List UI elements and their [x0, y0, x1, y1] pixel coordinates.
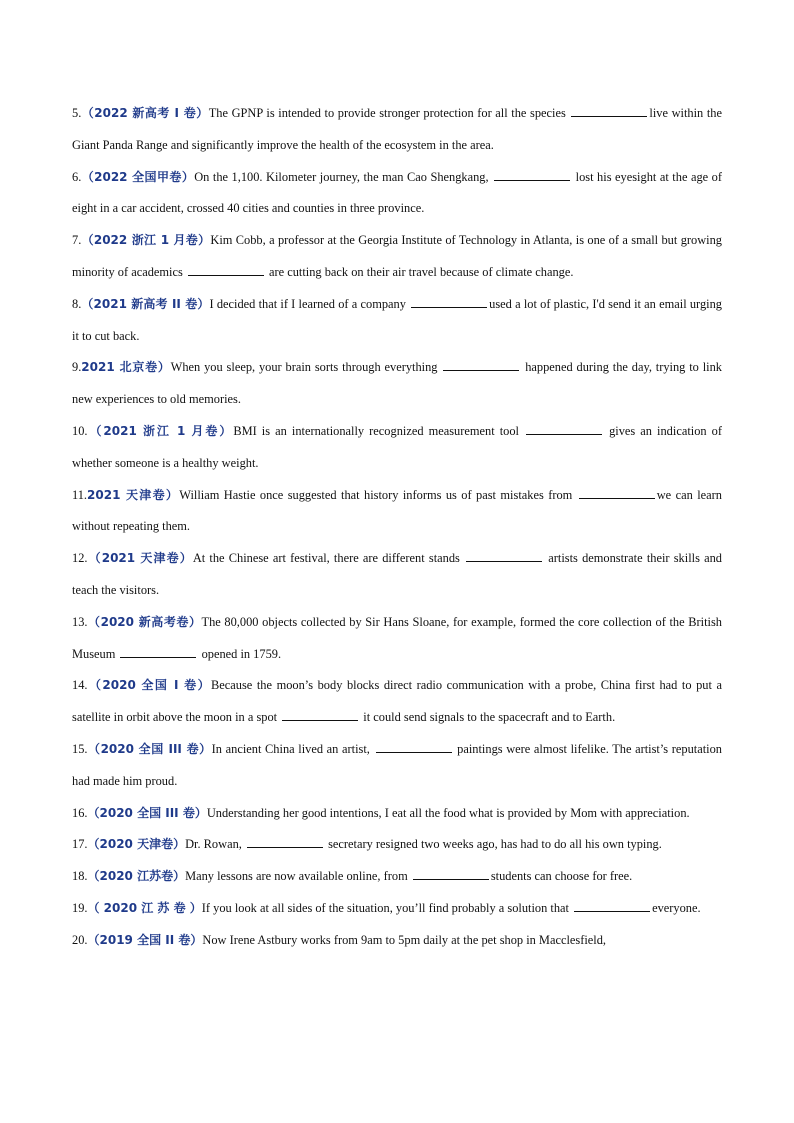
question-text-after: gives an indication of whether someone is a healthy weight. — [72, 423, 722, 470]
question-number: 20. — [72, 932, 88, 947]
question-item — [72, 925, 722, 957]
question-text-after: students can choose for free. — [490, 869, 633, 884]
question-text-before: Kim Cobb, a professor at the Georgia Institute of Technology in Atlanta, is one of a small but growing minority of academics — [72, 233, 722, 279]
question-item — [72, 480, 722, 544]
question-text-after: paintings were almost lifelike. The artist’s reputation had made him proud. — [72, 741, 723, 788]
question-source: （2021 浙江 1 月卷） — [87, 423, 234, 438]
question-source: 2021 北京卷） — [81, 360, 171, 375]
answer-blank[interactable] — [413, 867, 489, 880]
question-item — [72, 607, 722, 671]
answer-blank[interactable] — [443, 358, 519, 371]
answer-blank[interactable] — [526, 422, 602, 435]
question-source: （2019 全国 II 卷） — [87, 932, 203, 947]
answer-blank[interactable] — [571, 104, 647, 117]
question-text-before: At the Chinese art festival, there are different stands — [192, 551, 465, 566]
question-item — [72, 162, 722, 226]
question-number: 19. — [72, 900, 88, 915]
answer-blank[interactable] — [188, 263, 264, 276]
question-item — [72, 416, 722, 480]
question-number: 8. — [72, 296, 82, 311]
question-number: 15. — [72, 741, 88, 756]
question-number: 10. — [72, 423, 88, 438]
question-number: 18. — [72, 869, 88, 884]
question-text-after: artists demonstrate their skills and teach the visitors. — [72, 551, 723, 597]
answer-blank[interactable] — [574, 899, 650, 912]
question-text-before: The GPNP is intended to provide stronger protection for all the species — [208, 106, 570, 120]
question-item — [72, 225, 722, 289]
question-text-before: On the 1,100. Kilometer journey, the man Cao Shengkang, — [194, 169, 493, 184]
question-text-before: When you sleep, your brain sorts through everything — [170, 360, 442, 375]
question-item — [72, 829, 722, 861]
question-item — [72, 543, 722, 607]
answer-blank[interactable] — [466, 549, 542, 562]
question-text-after: we can learn without repeating them. — [72, 487, 722, 534]
question-text-after: lost his eyesight at the age of eight in a car accident, crossed 40 cities and counties in three province. — [72, 169, 722, 216]
question-source: （2022 新高考 I 卷） — [81, 106, 209, 120]
answer-blank[interactable] — [282, 708, 358, 721]
question-list — [72, 98, 722, 957]
question-text-before: Many lessons are now available online, from — [185, 869, 411, 884]
question-item — [72, 289, 722, 353]
question-text-after: opened in 1759. — [198, 646, 282, 661]
question-text-after: it could send signals to the spacecraft and to Earth. — [360, 710, 616, 725]
question-number: 14. — [72, 678, 88, 693]
question-source: （2020 天津卷） — [87, 837, 186, 852]
question-source: （2020 全国 III 卷） — [87, 741, 212, 756]
answer-blank[interactable] — [376, 740, 452, 753]
question-text-before: Because the moon’s body blocks direct radio communication with a probe, China first had to put a satellite in orbit above the moon in a spot — [72, 678, 722, 725]
question-text-before: If you look at all sides of the situation, you’ll find probably a solution that — [201, 900, 573, 915]
question-source: （2020 全国 III 卷） — [87, 805, 207, 820]
question-text-after: secretary resigned two weeks ago, has had to do all his own typing. — [324, 837, 662, 852]
question-source: （2020 江苏卷） — [87, 869, 186, 884]
question-number: 6. — [72, 169, 82, 184]
question-text-after: happened during the day, trying to link new experiences to old memories. — [72, 360, 723, 407]
question-item — [72, 861, 722, 893]
question-text-before: Now Irene Astbury works from 9am to 5pm daily at the pet shop in Macclesfield, — [202, 932, 607, 947]
question-item — [72, 734, 722, 798]
question-item — [72, 670, 722, 734]
question-number: 11. — [72, 487, 88, 502]
question-source: （2021 天津卷） — [87, 551, 193, 566]
question-source: （2020 全国 I 卷） — [87, 678, 212, 693]
question-text-before: I decided that if I learned of a company — [209, 296, 410, 311]
question-source: （2020 新高考卷） — [87, 614, 202, 629]
question-source: 2021 天津卷） — [87, 487, 180, 502]
answer-blank[interactable] — [579, 486, 655, 499]
answer-blank[interactable] — [120, 645, 196, 658]
question-number: 17. — [72, 837, 88, 852]
question-number: 16. — [72, 805, 88, 820]
question-text-before: The 80,000 objects collected by Sir Hans Sloane, for example, formed the core collection of the British Museum — [72, 614, 722, 661]
question-text-before: Understanding her good intentions, I eat all the food what is provided by Mom with appreciation. — [206, 805, 690, 820]
question-text-before: William Hastie once suggested that history informs us of past mistakes from — [179, 487, 577, 502]
question-text-after: live within the Giant Panda Range and significantly improve the health of the ecosystem in the area. — [72, 106, 722, 152]
question-source: （ 2020 江 苏 卷 ） — [87, 900, 202, 915]
question-text-before: Dr. Rowan, — [185, 837, 245, 852]
question-text-before: BMI is an internationally recognized measurement tool — [233, 423, 525, 438]
question-number: 12. — [72, 551, 88, 566]
question-item — [72, 98, 722, 162]
answer-blank[interactable] — [411, 295, 487, 308]
question-text-before: In ancient China lived an artist, — [211, 741, 374, 756]
question-number: 13. — [72, 614, 88, 629]
question-item — [72, 352, 722, 416]
question-number: 9. — [72, 360, 82, 375]
question-text-after: everyone. — [652, 900, 701, 915]
question-source: （2022 全国甲卷） — [81, 169, 195, 184]
question-source: （2022 浙江 1 月卷） — [81, 233, 211, 248]
question-number: 5. — [72, 106, 82, 120]
question-text-after: used a lot of plastic, I'd send it an email urging it to cut back. — [72, 296, 722, 343]
question-number: 7. — [72, 233, 82, 248]
question-item — [72, 798, 722, 830]
question-item — [72, 893, 722, 925]
question-text-after: are cutting back on their air travel because of climate change. — [265, 264, 574, 279]
answer-blank[interactable] — [494, 168, 570, 181]
question-source: （2021 新高考 II 卷） — [81, 296, 210, 311]
answer-blank[interactable] — [247, 835, 323, 848]
